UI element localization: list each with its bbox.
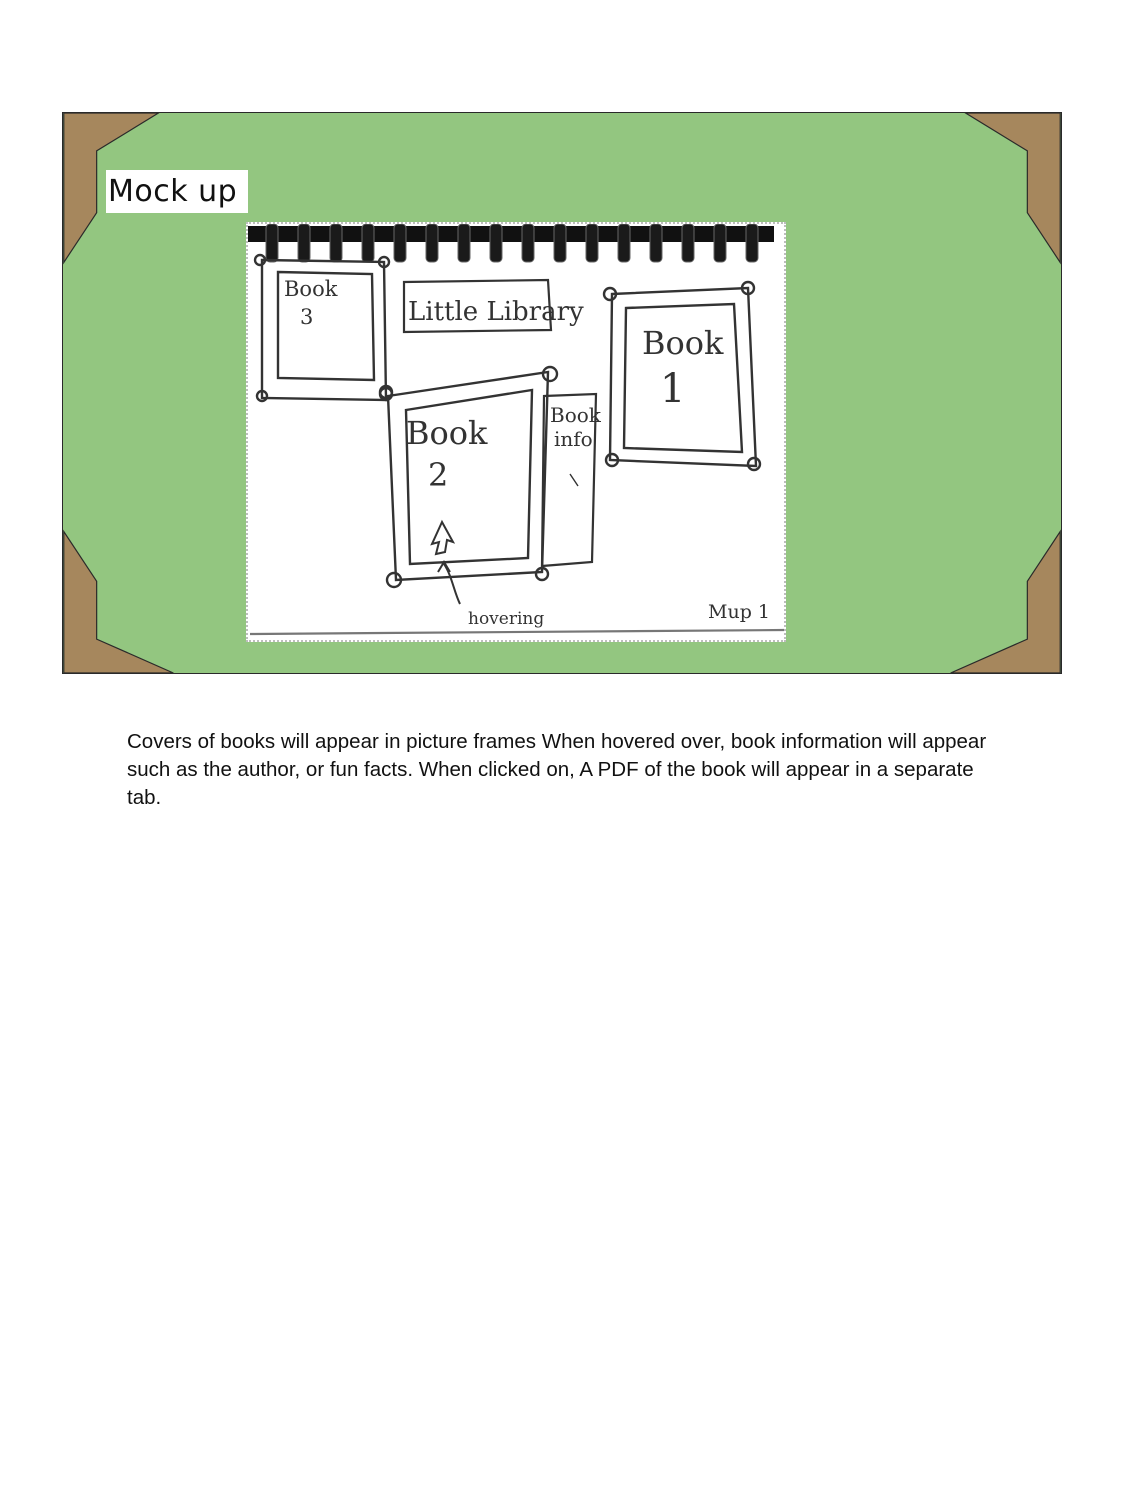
spiral-coil [394, 224, 406, 262]
book-info-line2: info [554, 427, 593, 451]
hovering-label: hovering [468, 609, 545, 629]
little-library-header [404, 280, 584, 332]
spiral-coil [682, 224, 694, 262]
spiral-coil [746, 224, 758, 262]
slide-title-box [106, 170, 248, 213]
slide-title: Mock up [108, 174, 238, 209]
book-3-word: Book [284, 277, 338, 301]
spiral-coil [618, 224, 630, 262]
photo-corner-top-right [966, 113, 1061, 262]
book-info-line1: Book [550, 403, 601, 427]
spiral-coil [554, 224, 566, 262]
book-2-frame[interactable] [380, 367, 557, 587]
book-2-word: Book [406, 414, 488, 452]
book-1-word: Book [642, 324, 724, 362]
book-1-number: 1 [660, 366, 686, 412]
spiral-coil [298, 224, 310, 262]
photo-corner-bottom-left [64, 532, 174, 673]
notebook-bottom-edge [250, 630, 786, 634]
spiral-coil [458, 224, 470, 262]
book-2-number: 2 [428, 456, 449, 494]
spiral-coil [586, 224, 598, 262]
spiral-coil [714, 224, 726, 262]
spiral-coil [330, 224, 342, 262]
hand-drawn-sketch [246, 222, 786, 642]
spiral-coil [362, 224, 374, 262]
spiral-binding [248, 224, 774, 262]
book-1-frame[interactable] [604, 282, 760, 470]
page-label: Mup 1 [708, 601, 770, 623]
little-library-label: Little Library [408, 297, 584, 327]
spiral-coil [650, 224, 662, 262]
caption-text: Covers of books will appear in picture frames When hovered over, book information will appear such as the author, or fun facts. When clicked on, A PDF of the book will appear in a separate tab. [127, 730, 987, 809]
spiral-coil [266, 224, 278, 262]
book-3-number: 3 [300, 305, 314, 329]
photo-corner-bottom-right [951, 532, 1061, 673]
spiral-coil [490, 224, 502, 262]
arrow-cursor-icon [432, 522, 453, 554]
book-info-panel [542, 394, 602, 566]
spiral-coil [522, 224, 534, 262]
book-3-frame[interactable] [255, 255, 392, 401]
spiral-coil [426, 224, 438, 262]
